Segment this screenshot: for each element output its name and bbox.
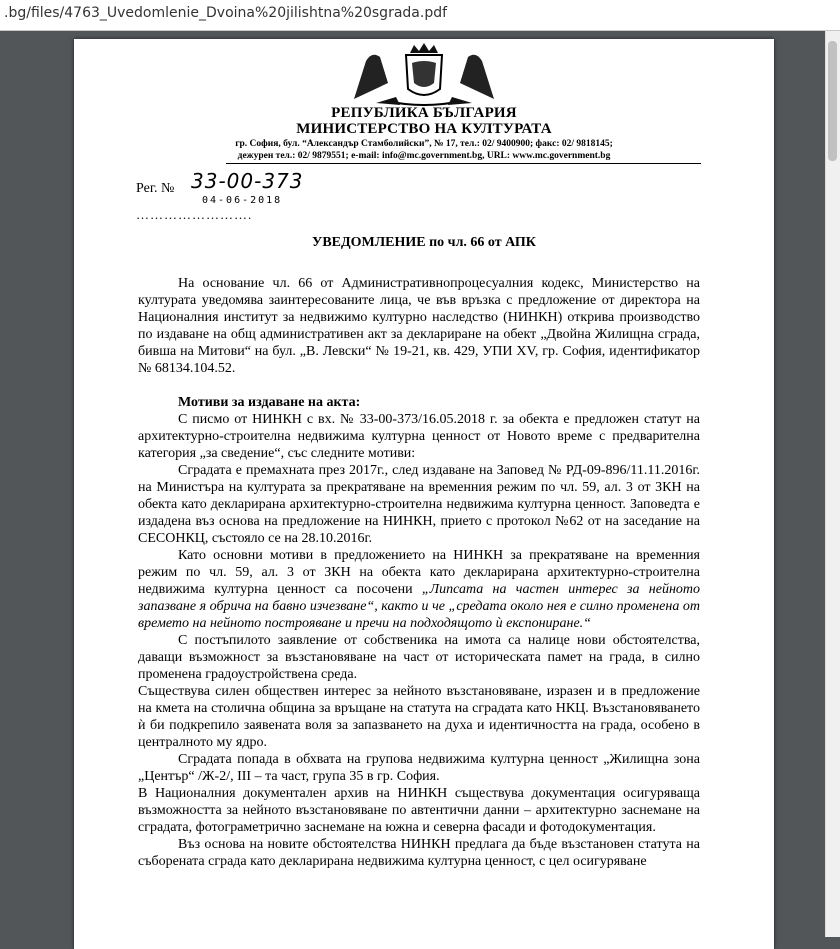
registry-dotted-line: ……………………. — [136, 207, 253, 222]
vertical-scrollbar[interactable] — [825, 31, 840, 937]
paragraph-proposal: Въз основа на новите обстоятелства НИНКН предлага да бъде възстановен статута на съборената сграда като декларирана недвижима културна ценност, с цел осигуряване — [138, 837, 700, 869]
document-title: УВЕДОМЛЕНИЕ по чл. 66 от АПК — [312, 235, 536, 250]
pdf-viewer[interactable] — [0, 31, 840, 937]
paragraph-application: С постъпилото заявление от собственика на имота са налице нови обстоятелства, даващи възможност за възстановяване на част от историческата памет на града, в силно променена градоустройствена среда. — [138, 633, 700, 682]
coat-of-arms-icon — [326, 43, 522, 107]
paragraph-public-interest: Съществува силен обществен интерес за нейното възстановяване, изразен и в предложение на кмета на столична община за връщане на статута на сградата като НКЦ. Възстановяването ѝ би подкрепило заявената воля за запазването на духа и идентичността на града, особено в централното му ядро. — [138, 684, 700, 750]
letterhead-divider — [226, 163, 701, 164]
scrollbar-thumb[interactable] — [828, 41, 837, 161]
registry-number: 33-00-373 — [191, 169, 304, 193]
pdf-page — [74, 39, 774, 949]
motives-text: Като основни мотиви в предложението на НИНКН за прекратяване на временния режим по чл. 59, ал. 3 от ЗКН на обекта като декларирана архитектурно-строителна недвижима културна ценност са посочени — [138, 548, 700, 597]
paragraph-zone: Сградата попада в обхвата на групова недвижима културна ценност „Жилищна зона „Център“ /Ж-2/, III – та част, група 35 в гр. София. — [138, 752, 700, 784]
motives-heading: Мотиви за издаване на акта: — [178, 395, 361, 410]
paragraph-archive: В Националния документален архив на НИНКН съществува документация осигуряваща възможността за нейното възстановяване по автентични данни – архитектурно заснемане на сградата, фотограметрично заснемане на южна и северна фасади и фотодокументация. — [138, 786, 700, 835]
letterhead-country: РЕПУБЛИКА БЪЛГАРИЯ — [331, 105, 517, 121]
paragraph-motives — [138, 547, 700, 632]
document-body — [138, 275, 700, 870]
registry-date-stamp: 04-06-2018 — [202, 195, 283, 206]
url-text: .bg/files/4763_Uvedomlenie_Dvoina%20jilishtna%20sgrada.pdf — [4, 5, 448, 21]
letterhead-ministry: МИНИСТЕРСТВО НА КУЛТУРАТА — [296, 121, 552, 137]
address-bar[interactable] — [0, 0, 840, 31]
letterhead-address: гр. София, бул. “Александър Стамболийски”, № 17, тел.: 02/ 9400900; факс: 02/ 9818145; — [235, 139, 613, 149]
paragraph-demolition: Сградата е премахната през 2017г., след издаване на Заповед № РД-09-896/11.11.2016г. на Министъра на културата за прекратяване на временния режим по чл. 59, ал. 3 от ЗКН на обекта като декларирана архитектурно-строителна недвижима културна ценност. Заповедта е издадена въз основа на предложение на НИНКН, прието с протокол №62 от на заседание на СЕСОНКЦ, състояло се на 28.10.2016г. — [138, 463, 700, 546]
letterhead-contacts: дежурен тел.: 02/ 9879551; e-mail: info@mc.government.bg, URL: www.mc.government.bg — [237, 151, 611, 161]
registry-label: Рег. № — [136, 181, 175, 196]
paragraph-letter: С писмо от НИНКН с вх. № 33-00-373/16.05.2018 г. за обекта е предложен статут на архитектурно-строителна недвижима културна ценност от Новото време с предварителна категория „за сведение“, със следните мотиви: — [138, 412, 700, 461]
motives-quote: „Липсата на частен интерес за нейното запазване я обрича на бавно изчезване“, както и че „средата около нея е силно променена от времето на нейното построяване и пречи на подходящото ѝ експониране.“ — [138, 582, 701, 631]
paragraph-intro: На основание чл. 66 от Административнопроцесуалния кодекс, Министерство на културата уведомява заинтересованите лица, че във връзка с предложение от директора на Националния институт за недвижимо културно наследство (НИНКН) открива производство по издаване на общ административен акт за деклариране на обект „Двойна Жилищна сграда, бивша на Митови“ на бул. „В. Левски“ № 19-21, кв. 429, УПИ XV, гр. София, идентификатор № 68134.104.52. — [138, 276, 700, 376]
